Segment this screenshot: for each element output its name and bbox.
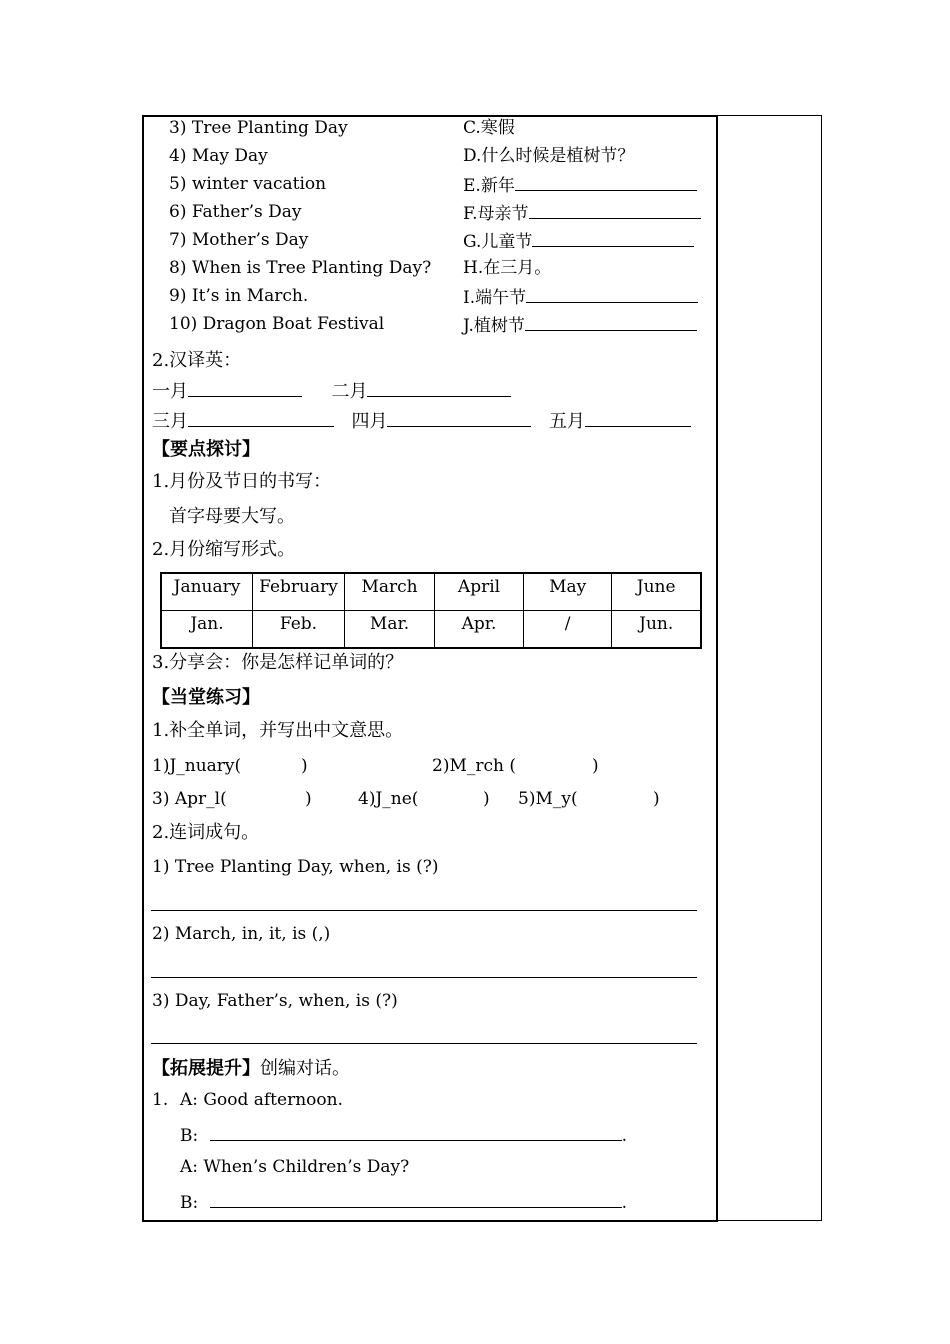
answer-blank[interactable] bbox=[585, 409, 691, 427]
answer-blank[interactable] bbox=[515, 173, 697, 191]
key-point-1: 1.月份及节日的书写： bbox=[152, 471, 332, 492]
month-abbreviation-table bbox=[160, 572, 702, 649]
match-right-item: I.端午节 bbox=[463, 285, 698, 309]
match-right-item: E.新年 bbox=[463, 173, 697, 197]
answer-blank[interactable] bbox=[188, 379, 302, 397]
sentence-prompt-3: 3) Day, Father’s, when, is (?) bbox=[152, 991, 398, 1011]
key-point-1-detail: 首字母要大写。 bbox=[169, 506, 295, 527]
key-point-2: 2.月份缩写形式。 bbox=[152, 539, 296, 560]
answer-blank[interactable] bbox=[387, 409, 531, 427]
word-item-5: 5)M_y( bbox=[518, 789, 578, 809]
practice-question-1: 1.补全单词，并写出中文意思。 bbox=[152, 720, 404, 741]
month-abbr-cell: / bbox=[523, 611, 611, 649]
answer-blank[interactable] bbox=[188, 409, 334, 427]
match-left-item: 5) winter vacation bbox=[169, 174, 327, 194]
match-right-item: F.母亲节 bbox=[463, 201, 701, 225]
word-item-2: 2)M_rch ( bbox=[432, 756, 516, 776]
word-item-4: 4)J_ne( bbox=[358, 789, 419, 809]
key-point-3: 3.分享会：你是怎样记单词的？ bbox=[152, 652, 404, 673]
translate-row-1: 一月 二月 bbox=[152, 379, 511, 404]
month-name-cell: April bbox=[435, 573, 524, 611]
match-right-item: J.植树节 bbox=[463, 313, 697, 337]
sentence-prompt-2: 2) March, in, it, is (,) bbox=[152, 924, 331, 944]
month-abbr-cell: Jun. bbox=[612, 611, 701, 649]
close-paren: ) bbox=[305, 789, 312, 809]
word-item-1: 1)J_nuary( bbox=[152, 756, 242, 776]
match-left-item: 7) Mother’s Day bbox=[169, 230, 309, 250]
answer-blank[interactable] bbox=[532, 229, 694, 247]
extension-heading: 【拓展提升】创编对话。 bbox=[152, 1058, 350, 1079]
key-points-heading: 【要点探讨】 bbox=[152, 439, 260, 460]
answer-blank[interactable] bbox=[210, 1123, 622, 1141]
close-paren: ) bbox=[592, 756, 599, 776]
answer-blank[interactable] bbox=[526, 285, 698, 303]
month-name-cell: March bbox=[345, 573, 435, 611]
close-paren: ) bbox=[653, 789, 660, 809]
close-paren: ) bbox=[301, 756, 308, 776]
close-paren: ) bbox=[483, 789, 490, 809]
answer-blank[interactable] bbox=[525, 313, 697, 331]
practice-heading: 【当堂练习】 bbox=[152, 687, 260, 708]
practice-question-2: 2.连词成句。 bbox=[152, 822, 260, 843]
answer-line[interactable] bbox=[151, 910, 697, 911]
match-right-item: H.在三月。 bbox=[463, 258, 552, 278]
sentence-prompt-1: 1) Tree Planting Day, when, is (?) bbox=[152, 857, 439, 877]
word-item-3: 3) Apr_l( bbox=[152, 789, 227, 809]
month-abbr-cell: Feb. bbox=[252, 611, 344, 649]
answer-blank[interactable] bbox=[210, 1190, 622, 1208]
answer-blank[interactable] bbox=[529, 201, 701, 219]
match-right-item: D.什么时候是植树节？ bbox=[463, 146, 635, 166]
month-abbr-cell: Jan. bbox=[161, 611, 252, 649]
match-right-item: C.寒假 bbox=[463, 118, 515, 138]
match-left-item: 4) May Day bbox=[169, 146, 268, 166]
month-name-cell: February bbox=[252, 573, 344, 611]
answer-line[interactable] bbox=[151, 1043, 697, 1044]
dialogue-line-a1: A: Good afternoon. bbox=[180, 1090, 343, 1110]
answer-line[interactable] bbox=[151, 977, 697, 978]
dialogue-line-b1: B: . bbox=[180, 1123, 627, 1147]
match-left-item: 10) Dragon Boat Festival bbox=[169, 314, 385, 334]
match-right-item: G.儿童节 bbox=[463, 229, 694, 253]
month-abbr-cell: Apr. bbox=[435, 611, 524, 649]
match-left-item: 9) It’s in March. bbox=[169, 286, 309, 306]
match-left-item: 3) Tree Planting Day bbox=[169, 118, 348, 138]
answer-blank[interactable] bbox=[367, 379, 511, 397]
translate-row-2: 三月 四月 五月 bbox=[152, 409, 691, 434]
dialogue-line-a2: A: When’s Children’s Day? bbox=[180, 1157, 410, 1177]
month-abbr-cell: Mar. bbox=[345, 611, 435, 649]
month-name-cell: May bbox=[523, 573, 611, 611]
translate-title: 2.汉译英： bbox=[152, 350, 242, 371]
month-name-cell: January bbox=[161, 573, 252, 611]
match-left-item: 8) When is Tree Planting Day? bbox=[169, 258, 432, 278]
table-row bbox=[161, 573, 701, 611]
month-name-cell: June bbox=[612, 573, 701, 611]
match-left-item: 6) Father’s Day bbox=[169, 202, 302, 222]
dialogue-line-b2: B: . bbox=[180, 1190, 627, 1214]
dialogue-number: 1. bbox=[152, 1090, 169, 1110]
table-row bbox=[161, 611, 701, 649]
